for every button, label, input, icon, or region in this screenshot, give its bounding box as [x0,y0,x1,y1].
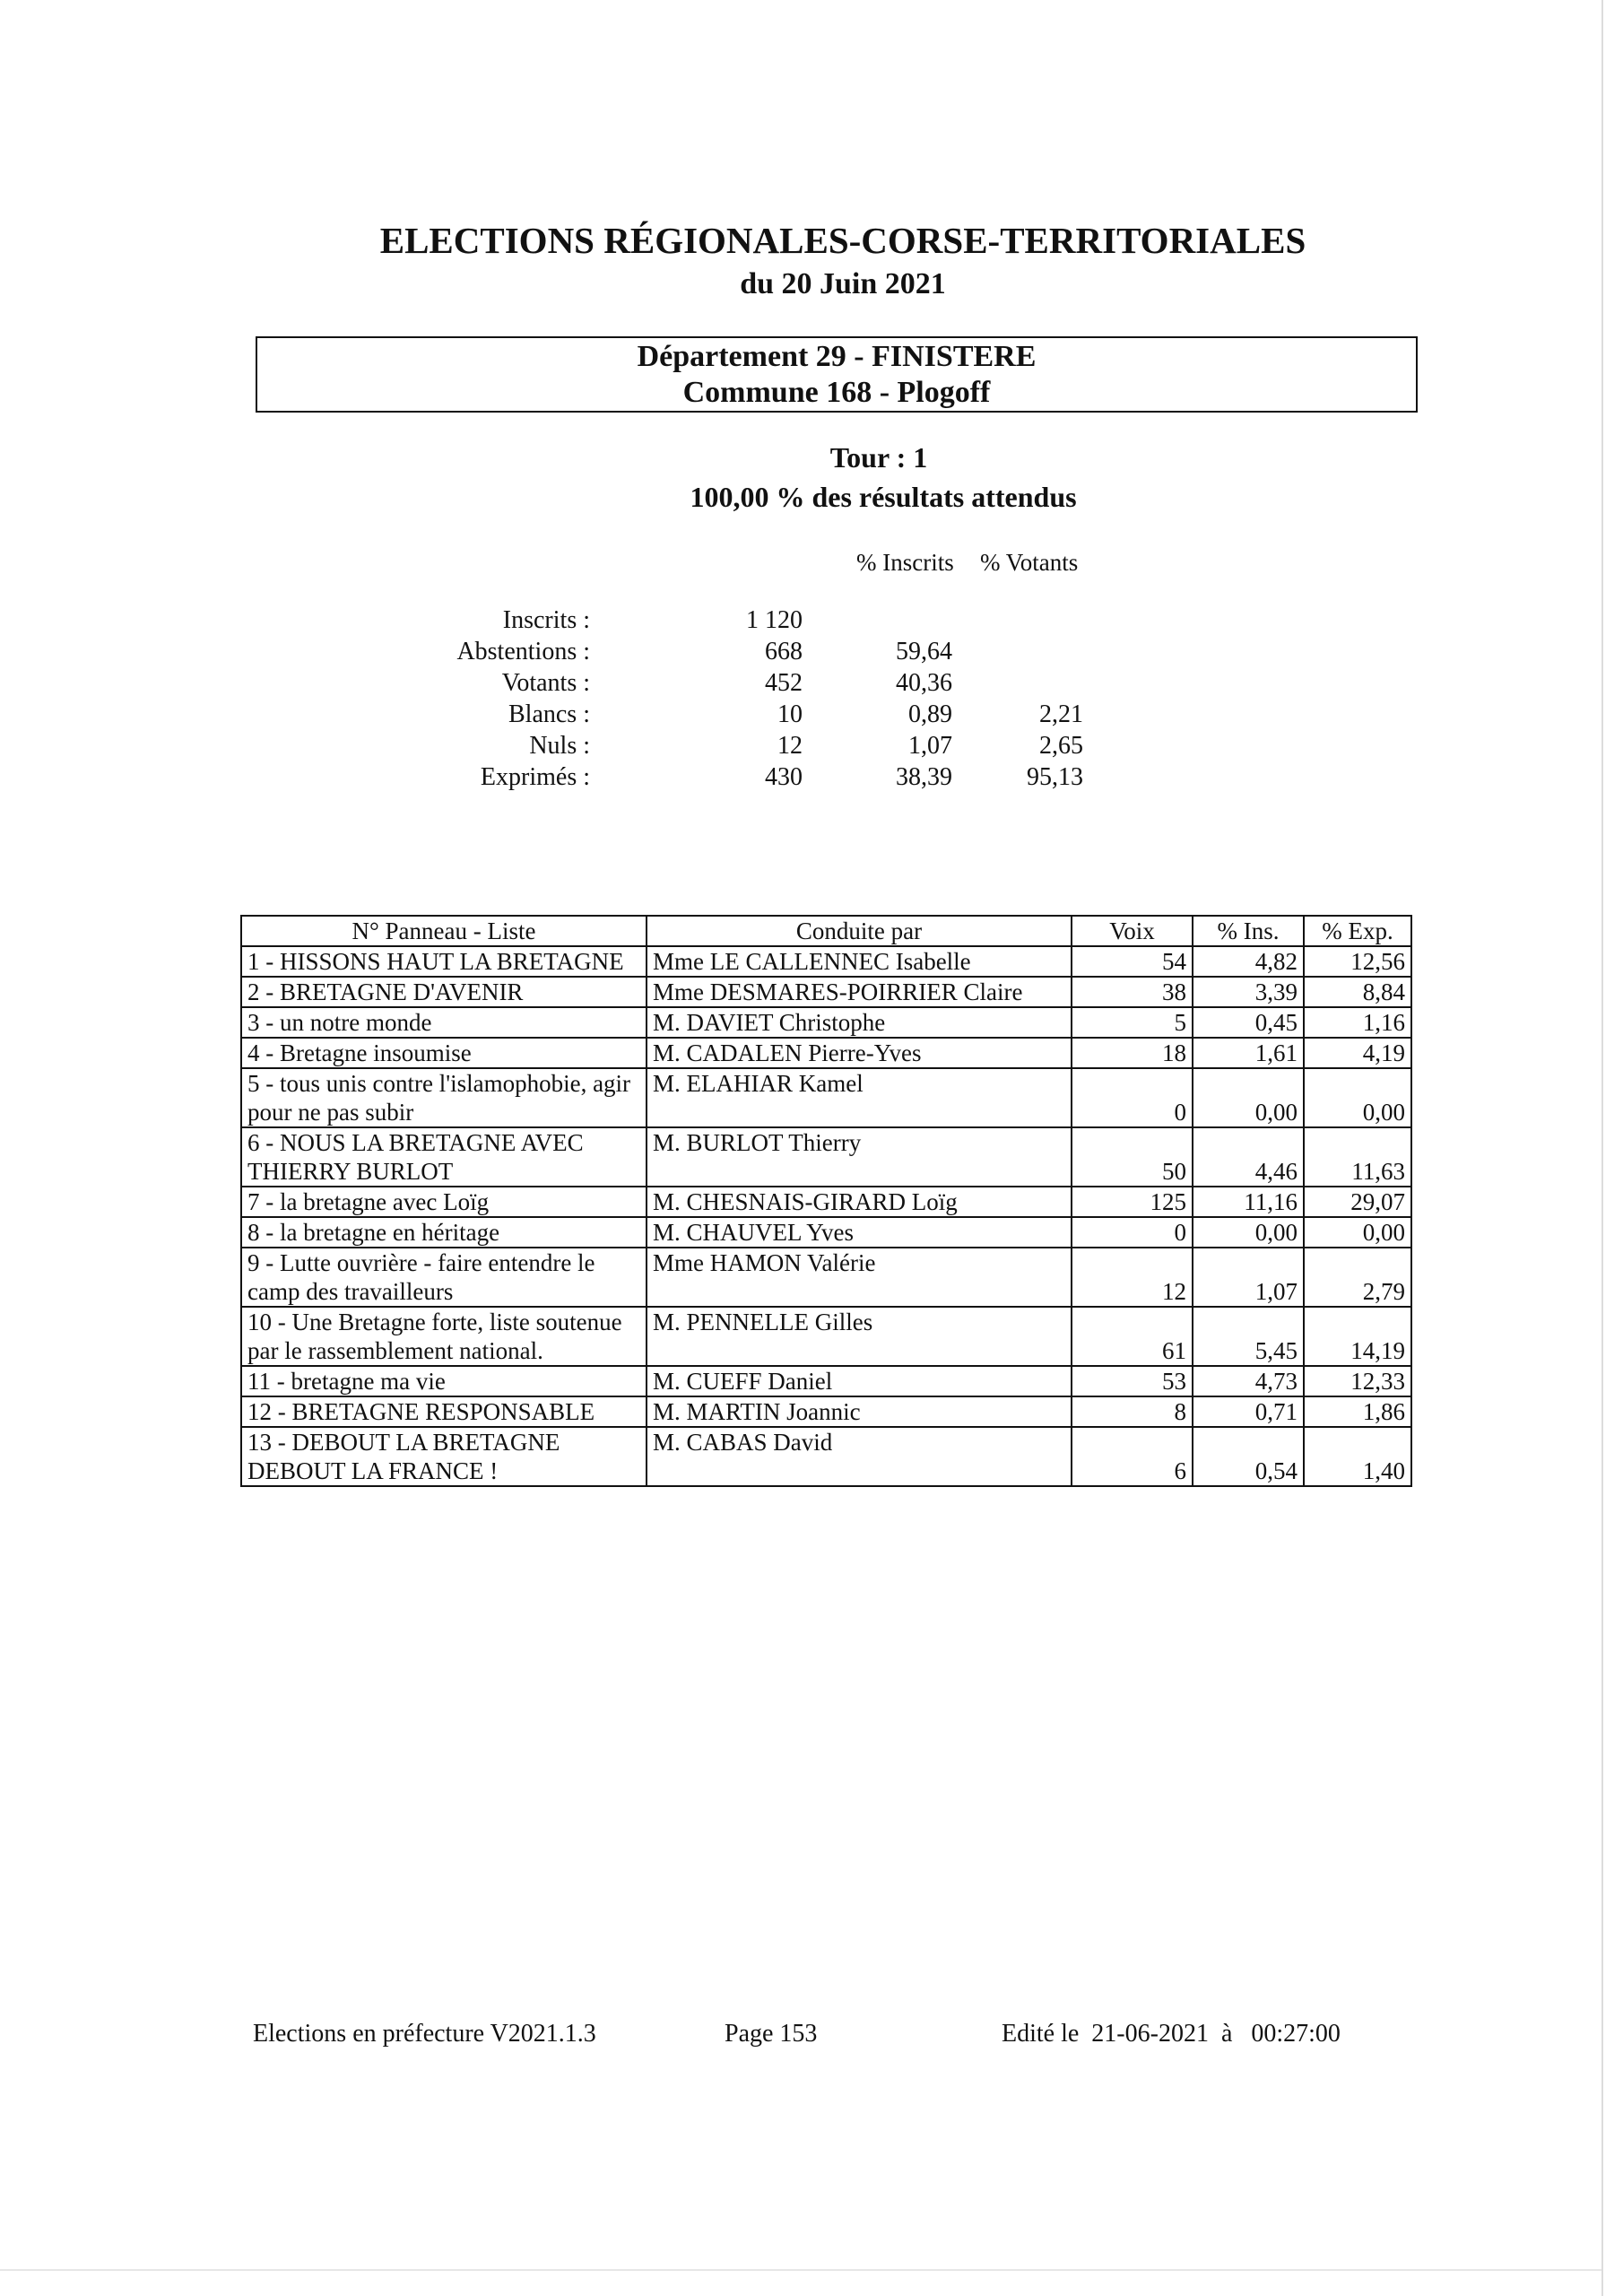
location-box [256,336,1418,413]
table-row [241,977,1411,1007]
cell-conduite: M. MARTIN Joannic [647,1396,1072,1427]
stat-pct-votants: 95,13 [1027,763,1083,791]
cell-voix: 5 [1072,1007,1193,1038]
stat-pct-votants: 2,21 [1039,700,1083,728]
cell-pct-exp: 0,00 [1304,1068,1411,1127]
footer-software: Elections en préfecture V2021.1.3 [253,2020,596,2048]
page-edge [1601,0,1603,2296]
cell-pct-ins: 3,39 [1193,977,1304,1007]
cell-pct-exp: 4,19 [1304,1038,1411,1068]
cell-pct-ins: 4,82 [1193,946,1304,977]
col-header-pct-votants: % Votants [980,549,1079,576]
stat-value: 1 120 [746,606,803,634]
cell-voix: 0 [1072,1217,1193,1248]
cell-conduite: Mme LE CALLENNEC Isabelle [647,946,1072,977]
stat-pct-inscrits: 59,64 [896,638,952,665]
col-header-pct-inscrits: % Inscrits [856,549,954,576]
table-row [241,1127,1411,1187]
cell-liste: 4 - Bretagne insoumise [241,1038,647,1068]
cell-pct-ins: 1,07 [1193,1248,1304,1307]
cell-conduite: M. DAVIET Christophe [647,1007,1072,1038]
cell-conduite: M. ELAHIAR Kamel [647,1068,1072,1127]
cell-voix: 8 [1072,1396,1193,1427]
cell-pct-ins: 0,00 [1193,1068,1304,1127]
cell-liste: 5 - tous unis contre l'islamophobie, agir pour ne pas subir [241,1068,647,1127]
cell-voix: 0 [1072,1068,1193,1127]
cell-liste: 9 - Lutte ouvrière - faire entendre le camp des travailleurs [241,1248,647,1307]
cell-liste: 1 - HISSONS HAUT LA BRETAGNE [241,946,647,977]
table-row [241,1038,1411,1068]
cell-voix: 61 [1072,1307,1193,1366]
cell-liste: 3 - un notre monde [241,1007,647,1038]
cell-pct-ins: 0,45 [1193,1007,1304,1038]
cell-voix: 54 [1072,946,1193,977]
cell-conduite: M. PENNELLE Gilles [647,1307,1072,1366]
stat-label: Exprimés : [480,763,590,791]
cell-pct-ins: 0,71 [1193,1396,1304,1427]
stat-label: Nuls : [529,732,590,760]
cell-conduite: Mme HAMON Valérie [647,1248,1072,1307]
cell-voix: 53 [1072,1366,1193,1396]
cell-conduite: M. CUEFF Daniel [647,1366,1072,1396]
header-conduite: Conduite par [647,916,1072,946]
cell-liste: 12 - BRETAGNE RESPONSABLE [241,1396,647,1427]
cell-liste: 8 - la bretagne en héritage [241,1217,647,1248]
header-pct-exp: % Exp. [1304,916,1411,946]
cell-conduite: M. CADALEN Pierre-Yves [647,1038,1072,1068]
cell-pct-exp: 1,16 [1304,1007,1411,1038]
table-row [241,1248,1411,1307]
header-pct-ins: % Ins. [1193,916,1304,946]
stat-label: Votants : [501,669,590,697]
table-row [241,1396,1411,1427]
cell-pct-exp: 11,63 [1304,1127,1411,1187]
cell-liste: 13 - DEBOUT LA BRETAGNE DEBOUT LA FRANCE ! [241,1427,647,1486]
departement-label: Département 29 - FINISTERE [637,340,1037,373]
footer-edited-timestamp: Edité le 21-06-2021 à 00:27:00 [1002,2020,1341,2048]
page-title: ELECTIONS RÉGIONALES-CORSE-TERRITORIALES [379,220,1306,261]
cell-pct-ins: 4,46 [1193,1127,1304,1187]
cell-voix: 12 [1072,1248,1193,1307]
table-row [241,1217,1411,1248]
table-row [241,1187,1411,1217]
cell-conduite: M. CHESNAIS-GIRARD Loïg [647,1187,1072,1217]
stat-value: 452 [765,669,803,697]
cell-voix: 38 [1072,977,1193,1007]
cell-pct-exp: 14,19 [1304,1307,1411,1366]
stat-value: 430 [765,763,803,791]
table-row [241,1427,1411,1486]
cell-pct-exp: 2,79 [1304,1248,1411,1307]
stat-pct-inscrits: 38,39 [896,763,952,791]
cell-conduite: Mme DESMARES-POIRRIER Claire [647,977,1072,1007]
cell-voix: 6 [1072,1427,1193,1486]
cell-conduite: M. CHAUVEL Yves [647,1217,1072,1248]
cell-conduite: M. CABAS David [647,1427,1072,1486]
stat-pct-votants: 2,65 [1039,732,1083,760]
table-row [241,1366,1411,1396]
header-liste: N° Panneau - Liste [241,916,647,946]
cell-pct-exp: 29,07 [1304,1187,1411,1217]
cell-pct-ins: 11,16 [1193,1187,1304,1217]
cell-liste: 10 - Une Bretagne forte, liste soutenue par le rassemblement national. [241,1307,647,1366]
election-date: du 20 Juin 2021 [740,267,946,300]
stat-label: Abstentions : [456,638,590,665]
cell-pct-ins: 5,45 [1193,1307,1304,1366]
cell-voix: 50 [1072,1127,1193,1187]
cell-pct-exp: 8,84 [1304,977,1411,1007]
stat-value: 668 [765,638,803,665]
header-voix: Voix [1072,916,1193,946]
table-row [241,1307,1411,1366]
results-table [240,915,1412,1487]
stat-label: Inscrits : [502,606,590,634]
results-header-row [241,916,1411,946]
stat-pct-inscrits: 0,89 [908,700,952,728]
stat-value: 10 [777,700,803,728]
cell-liste: 7 - la bretagne avec Loïg [241,1187,647,1217]
cell-pct-exp: 12,33 [1304,1366,1411,1396]
cell-liste: 11 - bretagne ma vie [241,1366,647,1396]
table-row [241,1068,1411,1127]
cell-pct-ins: 0,00 [1193,1217,1304,1248]
cell-voix: 125 [1072,1187,1193,1217]
stat-pct-inscrits: 40,36 [896,669,952,697]
cell-liste: 6 - NOUS LA BRETAGNE AVEC THIERRY BURLOT [241,1127,647,1187]
tour-label: Tour : 1 [829,441,928,474]
cell-pct-exp: 1,86 [1304,1396,1411,1427]
cell-pct-exp: 12,56 [1304,946,1411,977]
cell-pct-ins: 0,54 [1193,1427,1304,1486]
table-row [241,1007,1411,1038]
progress-label: 100,00 % des résultats attendus [690,481,1077,513]
cell-pct-ins: 1,61 [1193,1038,1304,1068]
cell-conduite: M. BURLOT Thierry [647,1127,1072,1187]
stat-value: 12 [777,732,803,760]
footer-page-number: Page 153 [725,2020,818,2048]
cell-pct-exp: 0,00 [1304,1217,1411,1248]
stat-label: Blancs : [508,700,590,728]
cell-liste: 2 - BRETAGNE D'AVENIR [241,977,647,1007]
cell-pct-ins: 4,73 [1193,1366,1304,1396]
table-row [241,946,1411,977]
scan-bottom-edge [0,2269,1601,2271]
commune-label: Commune 168 - Plogoff [682,376,991,409]
cell-voix: 18 [1072,1038,1193,1068]
cell-pct-exp: 1,40 [1304,1427,1411,1486]
stat-pct-inscrits: 1,07 [908,732,952,760]
